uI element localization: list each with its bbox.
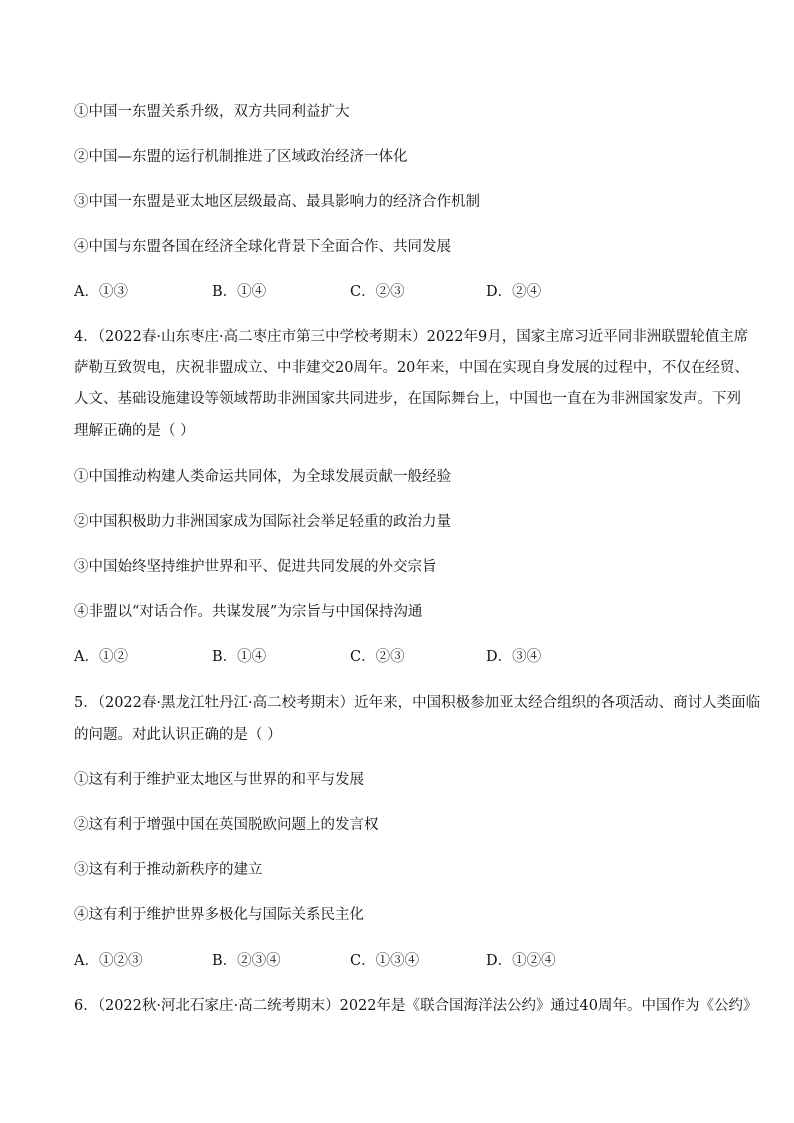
q4-item-4: ④非盟以“对话合作。共谋发展”为宗旨与中国保持沟通 xyxy=(74,604,423,620)
q5-item-3: ③这有利于推动新秩序的建立 xyxy=(74,862,263,878)
q6-stem-line-1: 6．（2022秋·河北石家庄·高二统考期末）2022年是《联合国海洋法公约》通过40周年。中国作为《公约》 xyxy=(74,998,758,1014)
q5-option-c: C．①③④ xyxy=(350,953,420,969)
q5-item-4: ④这有利于维护世界多极化与国际关系民主化 xyxy=(74,907,364,923)
q3-item-1: ①中国一东盟关系升级，双方共同利益扩大 xyxy=(74,104,350,120)
q3-option-a: A．①③ xyxy=(74,284,128,300)
q5-stem-line-1: 5．（2022春·黑龙江牡丹江·高二校考期末）近年来，中国积极参加亚太经合组织的各项活动、商讨人类面临 xyxy=(74,695,761,711)
q4-stem-line-4: 理解正确的是（ ） xyxy=(74,423,195,439)
q4-item-1: ①中国推动构建人类命运共同体，为全球发展贡献一般经验 xyxy=(74,469,451,485)
q4-option-b: B．①④ xyxy=(212,649,267,665)
q4-item-2: ②中国积极助力非洲国家成为国际社会举足轻重的政治力量 xyxy=(74,514,451,530)
q4-item-3: ③中国始终坚持维护世界和平、促进共同发展的外交宗旨 xyxy=(74,559,437,575)
q5-option-a: A．①②③ xyxy=(74,953,143,969)
q3-item-2: ②中国—东盟的运行机制推进了区域政治经济一体化 xyxy=(74,149,408,165)
q5-option-d: D．①②④ xyxy=(486,953,556,969)
q4-stem-line-3: 人文、基础设施建设等领域帮助非洲国家共同进步，在国际舞台上，中国也一直在为非洲国家发声。下列 xyxy=(74,391,741,407)
q3-item-3: ③中国一东盟是亚太地区层级最高、最具影响力的经济合作机制 xyxy=(74,194,480,210)
q3-item-4: ④中国与东盟各国在经济全球化背景下全面合作、共同发展 xyxy=(74,239,451,255)
q4-option-d: D．③④ xyxy=(486,649,542,665)
q5-stem-line-2: 的问题。对此认识正确的是（ ） xyxy=(74,727,282,743)
q5-item-2: ②这有利于增强中国在英国脱欧问题上的发言权 xyxy=(74,817,379,833)
q4-option-c: C．②③ xyxy=(350,649,405,665)
q3-option-b: B．①④ xyxy=(212,284,267,300)
q3-option-d: D．②④ xyxy=(486,284,542,300)
q5-option-b: B．②③④ xyxy=(212,953,281,969)
q4-stem-line-2: 萨勒互致贺电，庆祝非盟成立、中非建交20周年。20年来，中国在实现自身发展的过程中，不仅在经贸、 xyxy=(74,360,749,376)
q5-item-1: ①这有利于维护亚太地区与世界的和平与发展 xyxy=(74,772,364,788)
q4-option-a: A．①② xyxy=(74,649,128,665)
q4-stem-line-1: 4．（2022春·山东枣庄·高二枣庄市第三中学校考期末）2022年9月，国家主席习近平同非洲联盟轮值主席 xyxy=(74,329,749,345)
q3-option-c: C．②③ xyxy=(350,284,405,300)
